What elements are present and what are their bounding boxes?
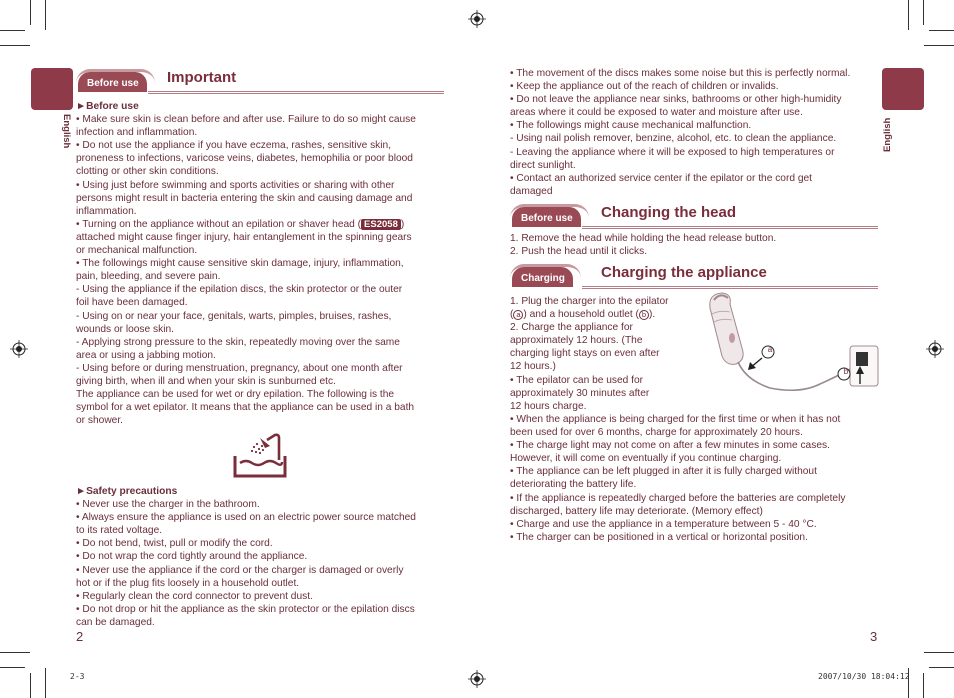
text-fragment: ) and a household outlet ( (523, 309, 639, 321)
text-line: area or using a jabbing motion. (76, 349, 216, 361)
shower-bath-icon (232, 432, 288, 478)
before-use-subheading: ►Before use (76, 101, 139, 112)
label-b-icon: b (639, 310, 649, 320)
text-line: been used for over 6 months, charge for approximately 20 hours. (510, 427, 803, 439)
text-line: 2. Charge the appliance for (510, 322, 633, 334)
text-line: • Contact an authorized service center if the epilator or the cord get (510, 172, 812, 184)
text-line: or mechanical malfunction. (76, 245, 198, 257)
text-fragment: ( (510, 309, 514, 321)
text-line: persons might result in bacteria entering the skin and causing damage and (76, 192, 413, 204)
text-line (76, 218, 416, 231)
text-line: • The followings might cause mechanical malfunction. (510, 120, 752, 132)
registration-mark-icon (926, 340, 944, 358)
left-side-tab (31, 68, 73, 110)
crop-mark (929, 667, 954, 668)
right-side-tab (882, 68, 924, 110)
text-line: charging light stays on even after (510, 348, 660, 360)
charging-title: Charging the appliance (601, 264, 767, 281)
text-line: approximately 12 hours. (The (510, 335, 643, 347)
page-number-right: 3 (870, 629, 878, 644)
crop-mark (0, 45, 30, 46)
text-line: damaged (510, 185, 553, 197)
text-line: inflammation. (76, 205, 137, 217)
text-line: approximately 30 minutes after (510, 387, 650, 399)
text-line: infection and inflammation. (76, 127, 198, 139)
text-line: • The appliance can be left plugged in after it is fully charged without (510, 466, 817, 478)
safety-subheading: ►Safety precautions (76, 486, 178, 497)
charging-pill: Charging (512, 267, 573, 287)
callout-b-label: b (843, 367, 849, 376)
crop-mark (929, 30, 954, 31)
text-line: symbol for a wet epilator. It means that the appliance can be used in a bath (76, 402, 415, 414)
label-a-icon: a (513, 310, 523, 320)
right-side-label: English (882, 117, 893, 152)
text-line: clotting or other skin conditions. (76, 166, 219, 178)
text-line: • Always ensure the appliance is used on an electric power source matched (76, 512, 416, 524)
left-side-label: English (61, 114, 72, 149)
crop-mark (0, 30, 25, 31)
crop-mark (923, 0, 924, 25)
text-line: 12 hours charge. (510, 400, 587, 412)
text-line: • Do not leave the appliance near sinks, bathrooms or other high-humidity (510, 94, 842, 106)
text-line: or shower. (76, 415, 123, 427)
text-fragment: ) (400, 218, 405, 230)
before-use-pill: Before use (78, 72, 147, 92)
text-line: foil have been damaged. (76, 297, 188, 309)
section-rule (148, 91, 444, 94)
text-fragment: • Turning on the appliance without an epilation or shaver head ( (76, 218, 362, 230)
text-line: The appliance can be used for wet or dry epilation. The following is the (76, 389, 395, 401)
text-line: • Do not wrap the cord tightly around the appliance. (76, 551, 308, 563)
charging-section-head (512, 263, 878, 289)
changing-head-body (510, 232, 776, 258)
registration-mark-icon (468, 10, 486, 28)
text-line: pain, bleeding, and severe pain. (76, 271, 221, 283)
before-use-pill: Before use (512, 207, 581, 227)
text-line: • Charge and use the appliance in a temperature between 5 - 40 °C. (510, 518, 817, 530)
registration-mark-icon (468, 670, 486, 688)
text-line: direct sunlight. (510, 159, 576, 171)
page-number-left: 2 (76, 629, 84, 644)
text-line: • Do not use the appliance if you have eczema, rashes, sensitive skin, (76, 140, 392, 152)
crop-mark (908, 0, 909, 30)
right-top-body (510, 67, 850, 198)
text-line: discharged, battery life may deteriorate. (Memory effect) (510, 505, 763, 517)
important-section-head (78, 68, 444, 94)
epilator-charging-illustration (690, 290, 880, 410)
crop-mark (0, 667, 25, 668)
text-line: - Leaving the appliance where it will be exposed to high temperatures or (510, 146, 835, 158)
model-badge: ES2058 (361, 219, 401, 230)
text-line: - Using nail polish remover, benzine, alcohol, etc. to clean the appliance. (510, 133, 837, 145)
text-line: • Using just before swimming and sports activities or sharing with other (76, 179, 395, 191)
text-line: 2. Push the head until it clicks. (510, 246, 648, 258)
text-fragment: ). (648, 309, 656, 321)
crop-mark (924, 652, 954, 653)
safety-body (76, 485, 416, 629)
section-rule (582, 226, 878, 229)
crop-mark (45, 668, 46, 698)
text-line: • Do not drop or hit the appliance as the skin protector or the epilation discs (76, 603, 415, 615)
text-line: • When the appliance is being charged for the first time or when it has not (510, 414, 841, 425)
changing-head-title: Changing the head (601, 204, 736, 221)
text-line: However, it will come on eventually if you continue charging. (510, 453, 782, 465)
footer-right: 2007/10/30 18:04:12 (818, 672, 910, 681)
important-title: Important (167, 69, 237, 86)
text-line: to its rated voltage. (76, 525, 163, 537)
text-line: • Make sure skin is clean before and after use. Failure to do so might cause (76, 114, 416, 126)
text-line: 1. Plug the charger into the epilator (510, 296, 669, 307)
text-line: areas where it could be exposed to water and moisture after use. (510, 107, 803, 119)
text-line (510, 308, 669, 321)
text-line: • Keep the appliance out of the reach of children or invalids. (510, 81, 779, 93)
text-line: - Using before or during menstruation, pregnancy, about one month after (76, 362, 403, 374)
important-body (76, 100, 416, 427)
text-line: hot or if the plug fits loosely in a household outlet. (76, 577, 300, 589)
text-line: • The epilator can be used for (510, 374, 644, 386)
text-line: • Regularly clean the cord connector to prevent dust. (76, 590, 313, 602)
text-line: • The movement of the discs makes some noise but this is perfectly normal. (510, 68, 851, 79)
text-line: • Never use the appliance if the cord or the charger is damaged or overly (76, 564, 404, 576)
crop-mark (923, 673, 924, 698)
text-line: attached might cause finger injury, hair entanglement in the spinning gears (76, 231, 412, 243)
callout-a-label: a (767, 345, 773, 354)
text-line: • The charger can be positioned in a vertical or horizontal position. (510, 531, 808, 543)
text-line: proneness to infections, varicose veins, diabetes, hemophilia or poor blood (76, 153, 413, 165)
registration-mark-icon (10, 340, 28, 358)
crop-mark (30, 673, 31, 698)
crop-mark (924, 45, 954, 46)
text-line: • The followings might cause sensitive skin damage, injury, inflammation, (76, 258, 404, 270)
charging-notes (510, 413, 845, 544)
section-rule (582, 286, 878, 289)
text-line: - Applying strong pressure to the skin, repeatedly moving over the same (76, 336, 400, 348)
crop-mark (0, 652, 30, 653)
text-line: can be damaged. (76, 616, 155, 628)
text-line: • Never use the charger in the bathroom. (76, 499, 260, 511)
text-line: 12 hours.) (510, 361, 556, 373)
text-line: • The charge light may not come on after a few minutes in some cases. (510, 440, 830, 452)
text-line: wounds or loose skin. (76, 323, 174, 335)
crop-mark (30, 0, 31, 25)
charging-steps (510, 295, 669, 413)
text-line: giving birth, when ill and when your skin is sunburned etc. (76, 375, 336, 387)
footer-left: 2-3 (70, 672, 85, 681)
text-line: deteriorating the battery life. (510, 479, 637, 491)
text-line: • If the appliance is repeatedly charged before the batteries are completely (510, 492, 846, 504)
text-line: 1. Remove the head while holding the head release button. (510, 233, 777, 244)
crop-mark (45, 0, 46, 30)
text-line: - Using the appliance if the epilation discs, the skin protector or the outer (76, 284, 403, 296)
text-line: • Do not bend, twist, pull or modify the cord. (76, 538, 273, 550)
changing-head-section-head (512, 203, 878, 229)
text-line: - Using on or near your face, genitals, warts, pimples, bruises, rashes, (76, 310, 392, 322)
